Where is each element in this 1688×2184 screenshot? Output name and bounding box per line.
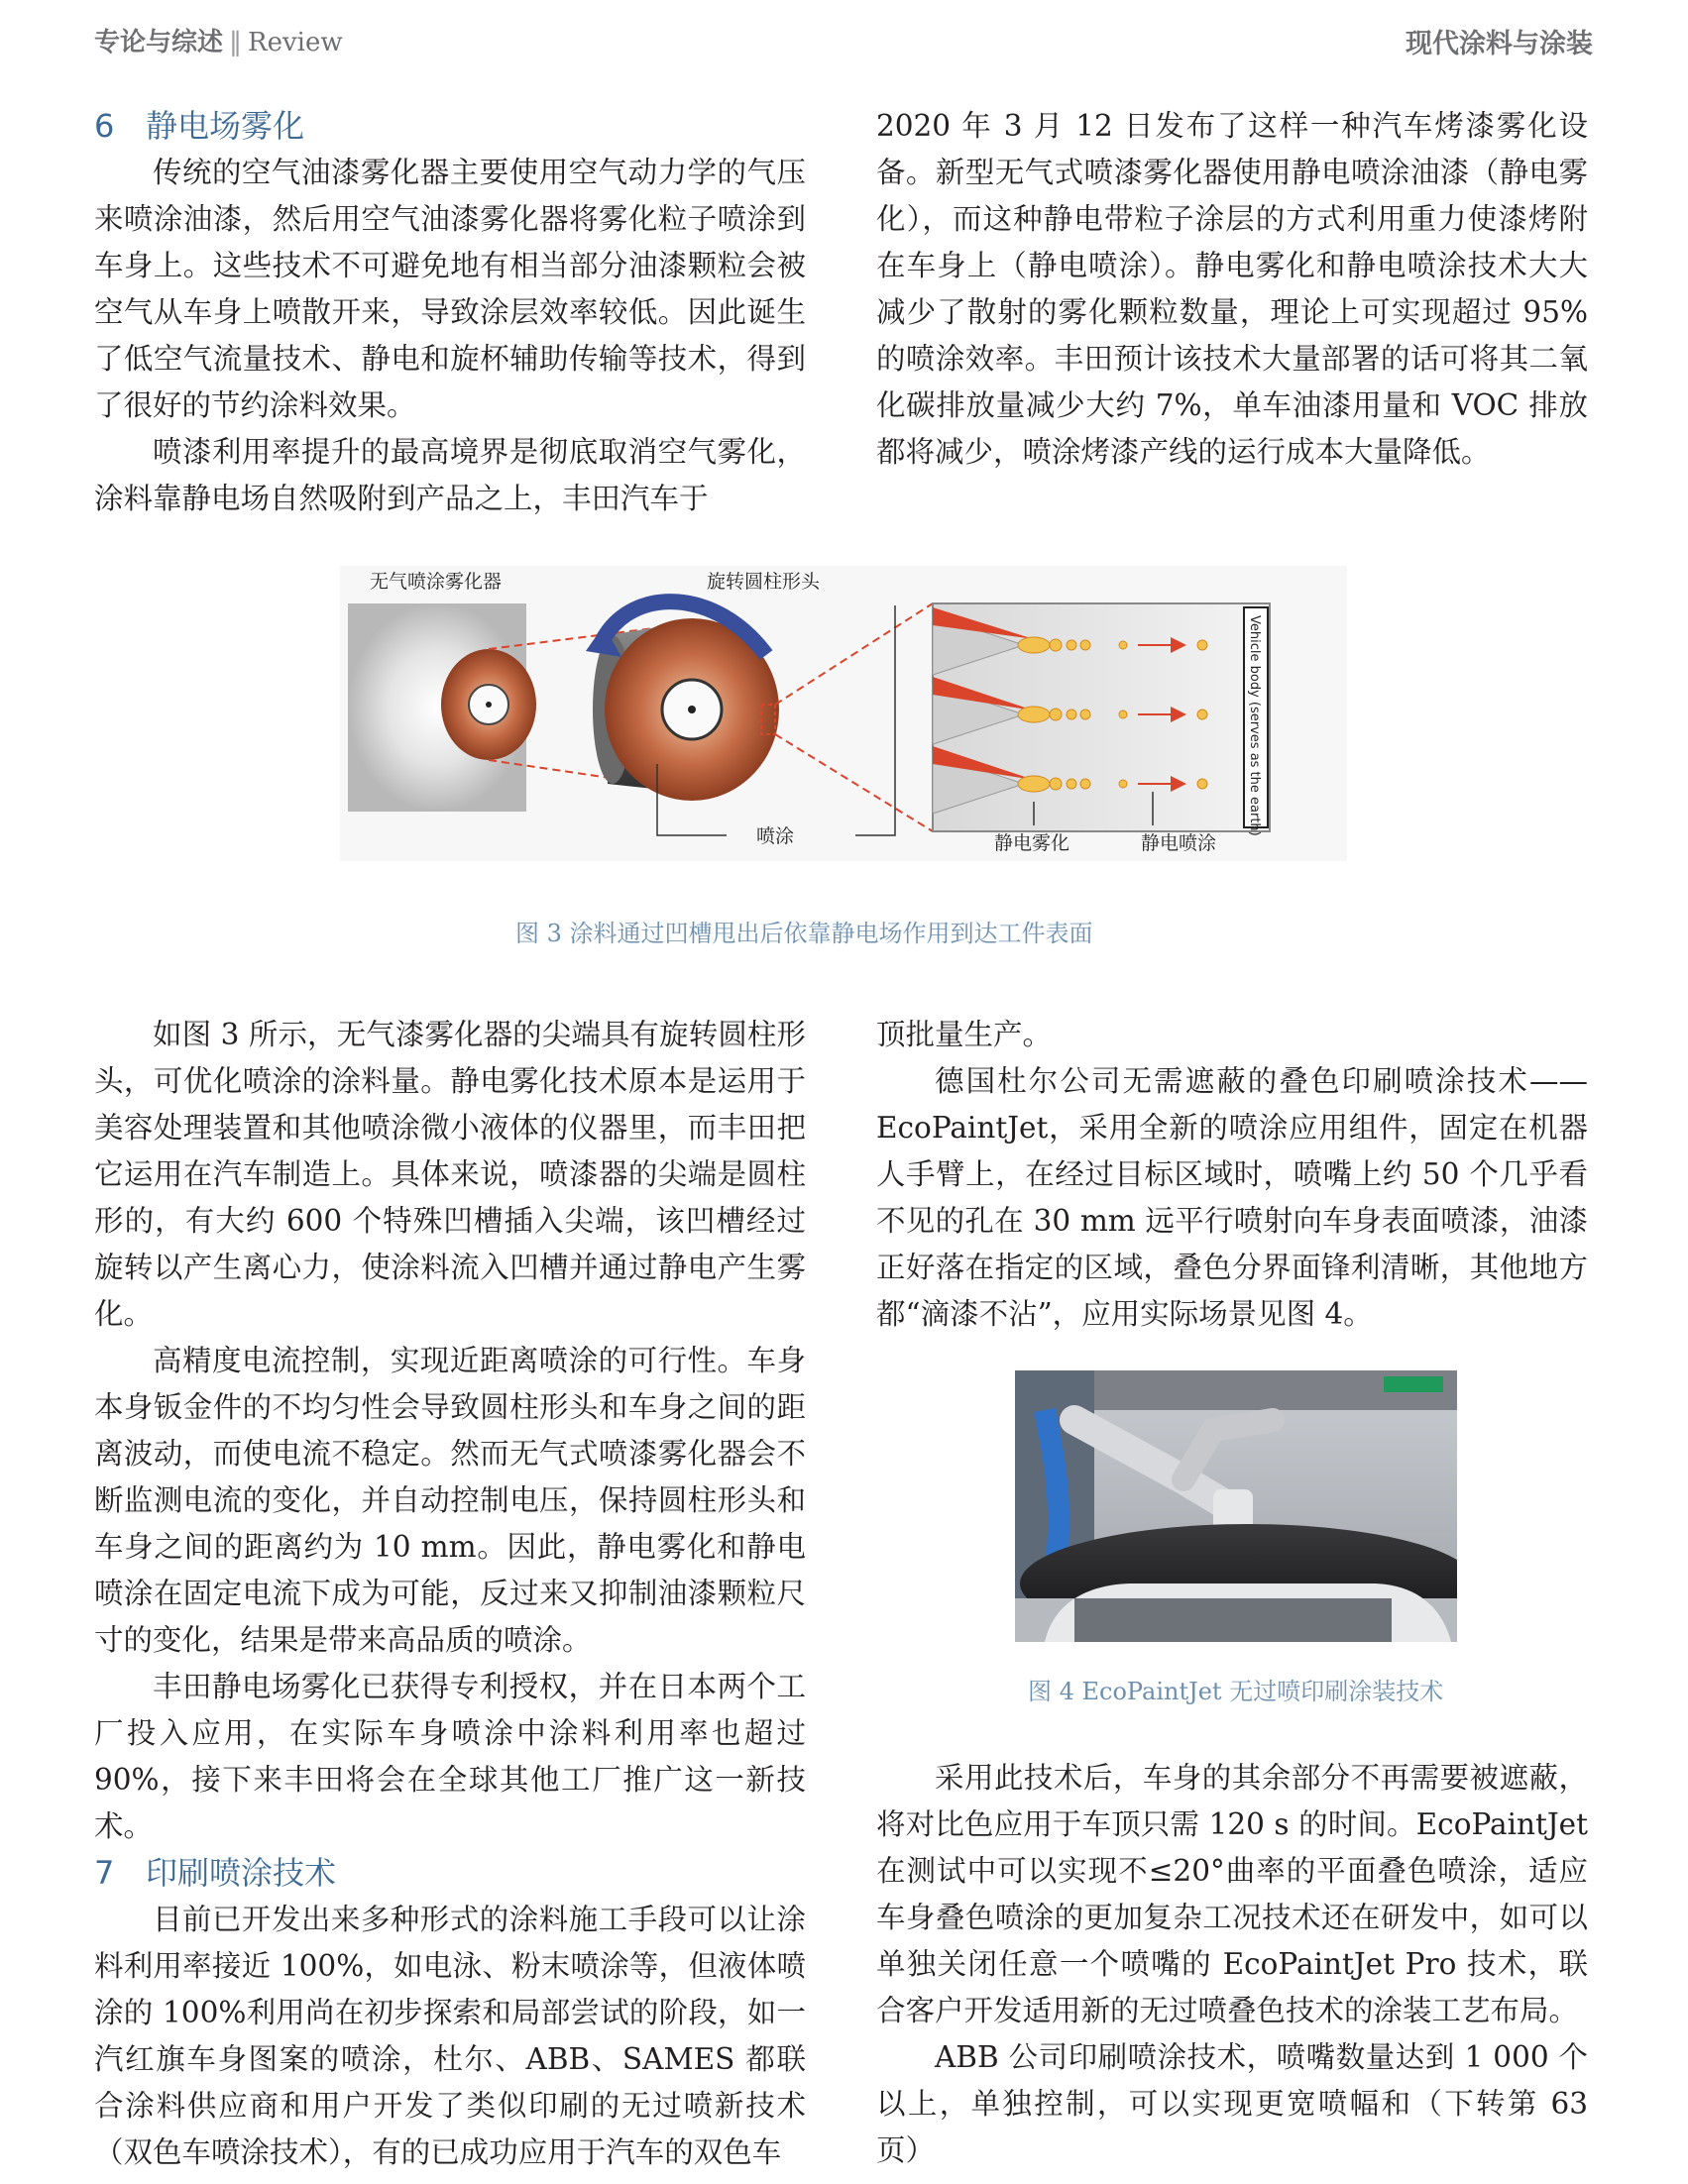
paragraph: 目前已开发出来多种形式的涂料施工手段可以让涂料利用率接近 100%，如电泳、粉末喷涂等，但液体喷涂的 100%利用尚在初步探索和局部尝试的阶段，如一汽红旗车身图案的喷涂，杜尔、ABB、SAMES 都联合涂料供应商和用户开发了类似印刷的无过喷新技术（双色车喷涂技术），有的已成功应用于汽车的双色车 <box>94 1903 806 2169</box>
label-vehicle: Vehicle body (serves as the earth) <box>1247 615 1262 836</box>
paragraph: 2020 年 3 月 12 日发布了这样一种汽车烤漆雾化设备。新型无气式喷漆雾化器使用静电喷涂油漆（静电雾化），而这种静电带粒子涂层的方式利用重力使漆烤附在车身上（静电喷涂）。静电雾化和静电喷涂技术大大减少了散射的雾化颗粒数量，理论上可实现超过 95%的喷涂效率。丰田预计该技术大量部署的话可将其二氧化碳排放量减少大约 7%，单车油漆用量和 VOC 排放都将减少，喷涂烤漆产线的运行成本大量降低。 <box>876 109 1588 469</box>
paragraph: 高精度电流控制，实现近距离喷涂的可行性。车身本身钣金件的不均匀性会导致圆柱形头和车身之间的距离波动，而使电流不稳定。然而无气式喷漆雾化器会不断监测电流的变化，并自动控制电压，保持圆柱形头和车身之间的距离约为 10 mm。因此，静电雾化和静电喷涂在固定电流下成为可能，反过来又抑制油漆颗粒尺寸的变化，结果是带来高品质的喷涂。 <box>94 1344 806 1657</box>
figure-3-caption: 图 3 涂料通过凹槽甩出后依靠静电场作用到达工件表面 <box>515 920 1093 947</box>
section-title: 静电场雾化 <box>146 107 305 145</box>
paragraph: 如图 3 所示，无气漆雾化器的尖端具有旋转圆柱形头，可优化喷涂的涂料量。静电雾化技术原本是运用于美容处理装置和其他喷涂微小液体的仪器里，而丰田把它运用在汽车制造上。具体来说，喷漆器的尖端是圆柱形的，有大约 600 个特殊凹槽插入尖端，该凹槽经过旋转以产生离心力，使涂料流入凹槽并通过静电产生雾化。 <box>94 1018 806 1331</box>
section-6-heading <box>94 103 806 150</box>
paragraph: ABB 公司印刷喷涂技术，喷嘴数量达到 1 000 个以上，单独控制，可以实现更宽喷幅和（下转第 63 页） <box>876 2040 1588 2167</box>
section-title: 印刷喷涂技术 <box>146 1854 337 1892</box>
running-header-left <box>94 22 343 58</box>
section-name: Review <box>248 28 343 57</box>
journal-name: 现代涂料与涂装 <box>1406 29 1593 59</box>
paragraph: 喷漆利用率提升的最高境界是彻底取消空气雾化，涂料靠静电场自然吸附到产品之上，丰田汽车于 <box>94 435 806 515</box>
section-7-heading <box>94 1850 806 1897</box>
left-column-bottom <box>94 1012 806 2176</box>
paragraph: 丰田静电场雾化已获得专利授权，并在日本两个工厂投入应用，在实际车身喷涂中涂料利用率也超过 90%，接下来丰田将会在全球其他工厂推广这一新技术。 <box>94 1670 806 1843</box>
right-column-bottom-2 <box>876 1755 1588 2174</box>
section-number: 7 <box>94 1854 115 1892</box>
label-atomizer: 无气喷涂雾化器 <box>370 571 503 593</box>
label-electro-atom: 静电雾化 <box>994 832 1070 854</box>
paragraph: 传统的空气油漆雾化器主要使用空气动力学的气压来喷涂油漆，然后用空气油漆雾化器将雾化粒子喷涂到车身上。这些技术不可避免地有相当部分油漆颗粒会被空气从车身上喷散开来，导致涂层效率较低。因此诞生了低空气流量技术、静电和旋杯辅助传输等技术，得到了很好的节约涂料效果。 <box>94 156 806 422</box>
paragraph: 采用此技术后，车身的其余部分不再需要被遮蔽，将对比色应用于车顶只需 120 s 的时间。EcoPaintJet 在测试中可以实现不≤20°曲率的平面叠色喷涂，适应车身叠色喷涂的更加复杂工况技术还在研发中，如可以单独关闭任意一个喷嘴的 EcoPaintJet Pro 技术，联合客户开发适用新的无过喷叠色技术的涂装工艺布局。 <box>876 1761 1588 2027</box>
label-electro-spray: 静电喷涂 <box>1141 832 1217 854</box>
figure-4-image <box>1015 1370 1457 1642</box>
section-number: 6 <box>94 107 115 145</box>
label-spray: 喷涂 <box>756 825 795 847</box>
column-name: 专论与综述 <box>94 28 224 57</box>
label-head: 旋转圆柱形头 <box>707 571 821 593</box>
paragraph: 德国杜尔公司无需遮蔽的叠色印刷喷涂技术——EcoPaintJet，采用全新的喷涂应用组件，固定在机器人手臂上，在经过目标区域时，喷嘴上约 50 个几乎看不见的孔在 30 mm 远平行喷射向车身表面喷漆，油漆正好落在指定的区域，叠色分界面锋利清晰，其他地方都“滴漆不沾”，应用实际场景见图 4。 <box>876 1064 1588 1331</box>
right-column-top <box>876 103 1588 476</box>
figure-3-diagram <box>340 566 1347 861</box>
exit-sign <box>1384 1376 1443 1392</box>
paragraph: 顶批量生产。 <box>876 1018 1053 1051</box>
figure-3 <box>340 566 1347 861</box>
header-separator: ‖ <box>229 28 243 57</box>
right-column-bottom <box>876 1012 1588 1338</box>
left-column-top <box>94 103 806 522</box>
figure-4-photo <box>1015 1370 1457 1642</box>
figure-4-caption: 图 4 EcoPaintJet 无过喷印刷涂装技术 <box>1028 1678 1444 1705</box>
